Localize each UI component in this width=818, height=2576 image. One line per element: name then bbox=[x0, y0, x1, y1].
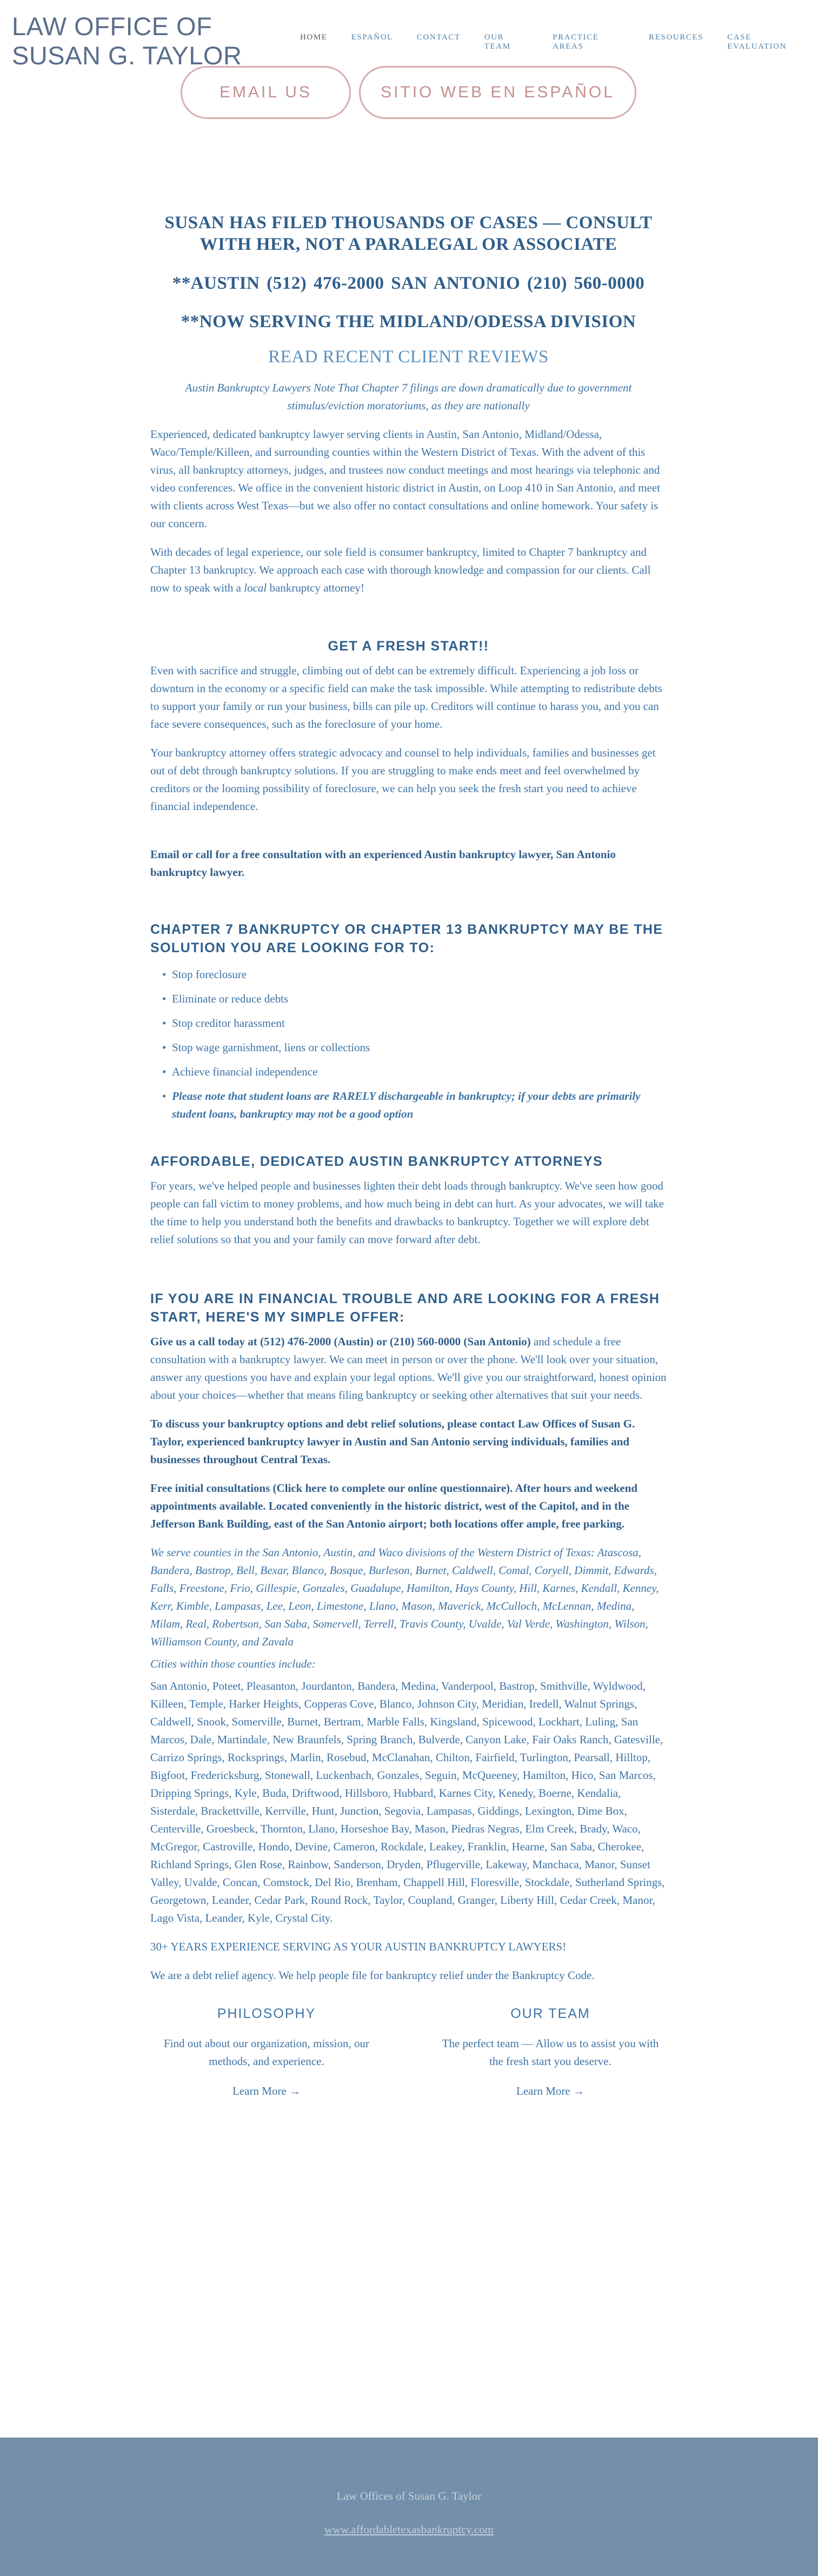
nav-case-evaluation[interactable]: CASE EVALUATION bbox=[727, 33, 787, 51]
student-loans-warning: Please note that student loans are RARELY dischargeable in bankruptcy; if your debts are primarily student loans, bankruptcy may not be a good option bbox=[172, 1090, 641, 1120]
list-item: • Eliminate or reduce debts bbox=[172, 990, 667, 1008]
serving-division: **NOW SERVING THE MIDLAND/ODESSA DIVISION bbox=[181, 312, 636, 331]
fresh-start-heading: GET A FRESH START!! bbox=[328, 639, 489, 654]
philosophy-learn-more-link[interactable]: Learn More → bbox=[232, 2084, 301, 2097]
benefits-list bbox=[150, 966, 667, 1123]
list-item: • Stop creditor harassment bbox=[172, 1014, 667, 1032]
main-content bbox=[150, 212, 667, 2098]
logo-line-1: LAW OFFICE OF bbox=[12, 12, 212, 41]
team-title: OUR TEAM bbox=[510, 2006, 590, 2021]
list-item: • Stop foreclosure bbox=[172, 966, 667, 984]
list-item-warning bbox=[172, 1087, 667, 1123]
team-learn-more-link[interactable]: Learn More → bbox=[516, 2084, 584, 2097]
info-columns bbox=[150, 2006, 667, 2098]
affordable-paragraph: For years, we've helped people and businesses lighten their debt loads through bankruptcy. We've seen how good people can fall victim to money problems, and how much being in debt can hurt. As your advocates, we will take the time to help you understand both the benefits and drawbacks to bankruptcy. Together we will explore debt relief solutions so that you and your family can move forward after debt. bbox=[150, 1179, 664, 1246]
nav-our-team[interactable]: OUR TEAM bbox=[484, 33, 511, 51]
site-header bbox=[0, 0, 818, 70]
affordable-heading: AFFORDABLE, DEDICATED AUSTIN BANKRUPTCY ATTORNEYS bbox=[150, 1154, 603, 1169]
offer-paragraph-1 bbox=[150, 1333, 667, 1404]
fresh-paragraph-2: Your bankruptcy attorney offers strategic advocacy and counsel to help individuals, families and businesses get out of debt through bankruptcy solutions. If you are struggling to make ends meet and feel overwhelmed by creditors or the looming possibility of foreclosure, we can help you seek the fresh start you need to achieve financial independence. bbox=[150, 746, 656, 813]
client-reviews-link[interactable]: READ RECENT CLIENT REVIEWS bbox=[268, 347, 549, 367]
call-today-text[interactable]: Give us a call today at (512) 476-2000 (Austin) or (210) 560-0000 (San Antonio) bbox=[150, 1335, 531, 1348]
phone-numbers[interactable]: **AUSTIN (512) 476-2000 SAN ANTONIO (210) 560-0000 bbox=[172, 274, 645, 293]
intro-p2-end: bankruptcy attorney! bbox=[267, 581, 365, 594]
list-item: • Stop wage garnishment, liens or collections bbox=[172, 1039, 667, 1057]
main-nav bbox=[288, 33, 818, 51]
spanish-site-button[interactable]: SITIO WEB EN ESPAÑOL bbox=[359, 66, 636, 119]
nav-practice-areas[interactable]: PRACTICE AREAS bbox=[553, 33, 599, 51]
site-logo[interactable] bbox=[12, 12, 242, 70]
fresh-paragraph-1: Even with sacrifice and struggle, climbing out of debt can be extremely difficult. Experiencing a job loss or downturn in the economy or a specific field can make the task impossible. While attempting to redistribute debts to support your family or run your business, bills can pile up. Creditors will continue to harass you, and you can face severe consequences, such as the foreclosure of your home. bbox=[150, 664, 662, 731]
intro-p2-local: local bbox=[244, 581, 267, 594]
debt-relief-agency: We are a debt relief agency. We help people file for bankruptcy relief under the Bankruptcy Code. bbox=[150, 1969, 595, 1982]
chapters-heading: CHAPTER 7 BANKRUPTCY OR CHAPTER 13 BANKRUPTCY MAY BE THE SOLUTION YOU ARE LOOKING FOR TO: bbox=[150, 922, 663, 955]
nav-espanol[interactable]: ESPAÑOL bbox=[351, 33, 393, 42]
offer-paragraph-2: To discuss your bankruptcy options and debt relief solutions, please contact Law Offices of Susan G. Taylor, experienced bankruptcy lawyer in Austin and San Antonio serving individuals, families and businesses throughout Central Texas. bbox=[150, 1417, 635, 1466]
offer-p1-rest: and schedule a free consultation with a bankruptcy lawyer. We can meet in person or over the phone. We'll look over your situation, answer any questions you have and explain your legal options. We'll give you our straightforward, honest opinion about your choices—whether that means filing bankruptcy or seeking other alternatives that suit your needs. bbox=[150, 1335, 667, 1402]
philosophy-text: Find out about our organization, mission, our methods, and experience. bbox=[164, 2037, 369, 2068]
logo-line-2: SUSAN G. TAYLOR bbox=[12, 41, 242, 70]
philosophy-column bbox=[150, 2006, 383, 2098]
nav-contact[interactable]: CONTACT bbox=[416, 33, 461, 42]
intro-paragraph-2 bbox=[150, 543, 667, 597]
email-us-button[interactable]: EMAIL US bbox=[181, 66, 351, 119]
footer-website-link[interactable]: www.affordabletexasbankruptcy.com bbox=[324, 2523, 494, 2536]
philosophy-title: PHILOSOPHY bbox=[217, 2006, 316, 2021]
years-experience: 30+ YEARS EXPERIENCE SERVING AS YOUR AUSTIN BANKRUPTCY LAWYERS! bbox=[150, 1940, 567, 1953]
free-consultation-text: Email or call for a free consultation with an experienced Austin bankruptcy lawyer, San Antonio bankruptcy lawyer. bbox=[150, 848, 616, 879]
cities-label: Cities within those counties include: bbox=[150, 1657, 316, 1670]
intro-paragraph-1: Experienced, dedicated bankruptcy lawyer serving clients in Austin, San Antonio, Midland/Odessa, Waco/Temple/Killeen, and surrounding counties within the Western District of Texas. With the advent of this virus, all bankruptcy attorneys, judges, and trustees now conduct meetings and most hearings via telephonic and video conferences. We office in the convenient historic district in Austin, on Loop 410 in San Antonio, and meet with clients across West Texas—but we also offer no contact consultations and online homework. Your safety is our concern. bbox=[150, 428, 660, 530]
counties-list: We serve counties in the San Antonio, Austin, and Waco divisions of the Western District of Texas: Atascosa, Bandera, Bastrop, Bell, Bexar, Blanco, Bosque, Burleson, Burnet, Caldwell, Comal, Coryell, Dimmit, Edwards, Falls, Freestone, Frio, Gillespie, Gonzales, Guadalupe, Hamilton, Hays County, Hill, Karnes, Kendall, Kenney, Kerr, Kimble, Lampasas, Lee, Leon, Limestone, Llano, Mason, Maverick, McCulloch, McLennan, Medina, Milam, Real, Robertson, San Saba, Somervell, Terrell, Travis County, Uvalde, Val Verde, Washington, Wilson, Williamson County, and Zavala bbox=[150, 1546, 659, 1648]
headline: SUSAN HAS FILED THOUSANDS OF CASES — CONSULT WITH HER, NOT A PARALEGAL OR ASSOCIATE bbox=[164, 213, 653, 254]
site-footer bbox=[0, 2438, 818, 2576]
team-text: The perfect team — Allow us to assist you with the fresh start you deserve. bbox=[442, 2037, 659, 2068]
offer-paragraph-3[interactable]: Free initial consultations (Click here to complete our online questionnaire). After hours and weekend appointments available. Located conveniently in the historic district, west of the Capitol, and in the Jefferson Bank Building, east of the San Antonio airport; both locations offer ample, free parking. bbox=[150, 1482, 638, 1530]
offer-heading: IF YOU ARE IN FINANCIAL TROUBLE AND ARE LOOKING FOR A FRESH START, HERE'S MY SIMPLE OFFER: bbox=[150, 1291, 660, 1325]
cities-list: San Antonio, Poteet, Pleasanton, Jourdanton, Bandera, Medina, Vanderpool, Bastrop, Smithville, Wyldwood, Killeen, Temple, Harker Heights, Copperas Cove, Blanco, Johnson City, Meridian, Iredell, Walnut Springs, Caldwell, Snook, Somerville, Burnet, Bertram, Marble Falls, Kingsland, Spicewood, Lockhart, Luling, San Marcos, Dale, Martindale, New Braunfels, Spring Branch, Bulverde, Canyon Lake, Fair Oaks Ranch, Gatesville, Carrizo Springs, Rocksprings, Marlin, Rosebud, McClanahan, Chilton, Fairfield, Turlington, Pearsall, Hilltop, Bigfoot, Fredericksburg, Stonewall, Luckenbach, Gonzales, Seguin, McQueeney, Hamilton, Hico, San Marcos, Dripping Springs, Kyle, Buda, Driftwood, Hillsboro, Hubbard, Karnes City, Kenedy, Boerne, Kendalia, Sisterdale, Brackettville, Kerrville, Hunt, Junction, Segovia, Lampasas, Giddings, Lexington, Dime Box, Centerville, Groesbeck, Thornton, Llano, Horseshoe Bay, Mason, Piedras Negras, Elm Creek, Brady, Waco, McGregor, Castroville, Hondo, Devine, Cameron, Rockdale, Leakey, Franklin, Hearne, San Saba, Cherokee, Richland Springs, Glen Rose, Rainbow, Sanderson, Dryden, Pflugerville, Lakeway, Manchaca, Manor, Sunset Valley, Uvalde, Concan, Comstock, Del Rio, Brenham, Chappell Hill, Floresville, Stockdale, Sutherland Springs, Georgetown, Leander, Cedar Park, Round Rock, Taylor, Coupland, Granger, Liberty Hill, Cedar Creek, Manor, Lago Vista, Leander, Kyle, Crystal City. bbox=[150, 1679, 665, 1924]
footer-firm-name: Law Offices of Susan G. Taylor bbox=[336, 2489, 482, 2502]
chapter7-note: Austin Bankruptcy Lawyers Note That Chapter 7 filings are down dramatically due to government stimulus/eviction moratoriums, as they are nationally bbox=[185, 381, 632, 412]
nav-resources[interactable]: RESOURCES bbox=[649, 33, 704, 42]
list-item: • Achieve financial independence bbox=[172, 1063, 667, 1081]
intro-p2-start: With decades of legal experience, our sole field is consumer bankruptcy, limited to Chapter 7 bankruptcy and Chapter 13 bankruptcy. We approach each case with thorough knowledge and compassion for our clients. Call now to speak with a bbox=[150, 546, 651, 594]
team-column bbox=[434, 2006, 667, 2098]
nav-home[interactable]: HOME bbox=[300, 33, 328, 42]
